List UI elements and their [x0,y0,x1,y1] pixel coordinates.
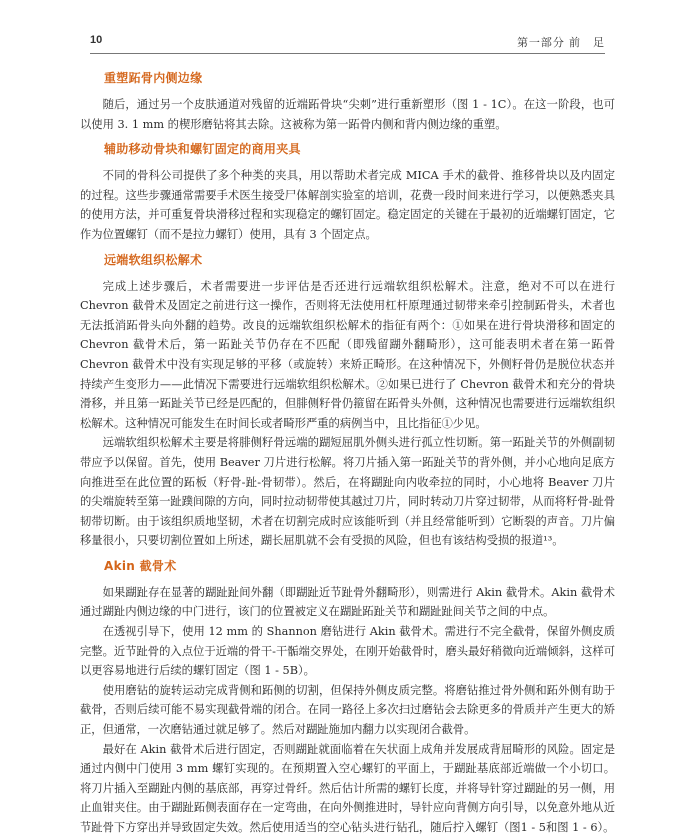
paragraph: 使用磨钻的旋转运动完成背侧和跖侧的切割，但保持外侧皮质完整。将磨钻推过骨外侧和跖外侧有助于截骨，否则后续可能不易实现截骨端的闭合。在同一路径上多次扫过磨钻会去除更多的骨质并产生更大的矫正，但通常，一次磨钻通过就足够了。然后对䠒趾施加内翻力以实现闭合截骨。 [80,683,615,737]
section-title-jig: 辅助移动骨块和螺钉固定的商用夹具 [104,142,301,157]
page-number: 10 [90,34,103,46]
section-title-akin: Akin 截骨术 [104,558,177,573]
paragraph: 如果䠒趾存在显著的䠒趾趾间外翻（即䠒趾近节趾骨外翻畸形），则需进行 Akin 截骨术。Akin 截骨术通过䠒趾内侧边缘的中门进行，该门的位置被定义在䠒趾跖趾关节和䠒趾趾间关节之间的中点。 [80,585,615,619]
page-body [80,67,615,838]
paragraph: 在透视引导下，使用 12 mm 的 Shannon 磨钻进行 Akin 截骨术。需进行不完全截骨，保留外侧皮质完整。近节趾骨的入点位于近端的骨干-干骺端交界处，在刚开始截骨时，磨头最好稍微向近端倾斜，这样可以更容易地进行后续的螺钉固定（图 1 - 5B）。 [80,625,615,678]
paragraph: 随后，通过另一个皮肤通道对残留的近端跖骨块“尖刺”进行重新塑形（图 1 - 1C）。在这一阶段，也可以使用 3. 1 mm 的楔形磨钻将其去除。这被称为第一跖骨内侧和背内侧边缘的重塑。 [80,98,615,131]
header-divider [90,53,605,54]
paragraph: 远端软组织松解术主要是将腓侧籽骨远端的䠒短屈肌外侧头进行孤立性切断。第一跖趾关节的外侧副韧带应予以保留。首先，使用 Beaver 刀片进行松解。将刀片插入第一跖趾关节的背外侧，并小心地向足底方向推进至在此位置的跖板（籽骨-趾-骨韧带）。然后，在将䠒趾向内收牵拉的同时，小心地将 Beaver 刀片的尖端旋转至第一趾蹼间隙的方向，同时拉动韧带使其越过刀片，同时转动刀片穿过韧带，从而将籽骨-趾骨韧带切断。由于该组织质地坚韧，术者在切割完成时应该能听到（并且经常能听到）它断裂的声音。刀片偏移量很小，只要切割位置如上所述，䠒长屈肌就不会有受损的风险，但也有该结构受损的报道¹³。 [80,436,615,548]
paragraph: 不同的骨科公司提供了多个种类的夹具，用以帮助术者完成 MICA 手术的截骨、推移骨块以及内固定的过程。这些步骤通常需要手术医生接受尸体解剖实验室的培训，花费一段时间来进行学习，以便熟悉夹具的使用方法，并可重复骨块滑移过程和实现稳定的螺钉固定。稳定固定的关键在于最初的近端螺钉固定，它作为位置螺钉（而不是拉力螺钉）使用，具有 3 个固定点。 [80,169,615,241]
paragraph: 完成上述步骤后，术者需要进一步评估是否还进行远端软组织松解术。注意，绝对不可以在进行 Chevron 截骨术及固定之前进行这一操作，否则将无法使用杠杆原理通过韧带来牵引控制跖骨头，术者也无法抵消跖骨头向外翻的趋势。改良的远端软组织松解术的指征有两个：①如果在进行骨块滑移和固定的 Chevron 截骨术后，第一跖趾关节仍存在不匹配（即残留䠒外翻畸形），这可能表明术者在第一跖骨 Chevron 截骨术中没有实现足够的平移（或旋转）来矫正畸形。在这种情况下，外侧籽骨仍是脱位状态并持续产生变形力——此情况下需要进行远端软组织松解术。②如果已进行了 Chevron 截骨术和充分的骨块滑移，并且第一跖趾关节已经是匹配的，但腓侧籽骨仍箍留在跖骨头外侧，这种情况也需要进行远端软组织松解术。这种情况可能发生在时间长或者畸形严重的病例当中，且比指征①少见。 [80,279,615,430]
paragraph: 最好在 Akin 截骨术后进行固定，否则䠒趾就面临着在矢状面上成角并发展成背屈畸形的风险。固定是通过内侧中门使用 3 mm 螺钉实现的。在预期置入空心螺钉的平面上，于䠒趾基底部近端做一个小切口。将刀片插入至䠒趾内侧的基底部，再穿过骨纤。然后估计所需的螺钉长度，并将导针穿过䠒趾的另一侧，用止血钳夹住。由于䠒趾跖侧表面存在一定弯曲，在向外侧推进时，导针应向背侧方向引导，以免意外地从近节趾骨下方穿出并导致固定失效。然后使用适当的空心钻头进行钻孔，随后拧入螺钉（图1 - 5和图 1 - 6）。 [80,742,615,834]
running-head: 第一部分 前 足 [516,37,605,49]
section-title-soft-tissue: 远端软组织松解术 [104,252,203,267]
section-title-reshape: 重塑跖骨内侧边缘 [104,71,203,85]
page-header [90,34,605,52]
